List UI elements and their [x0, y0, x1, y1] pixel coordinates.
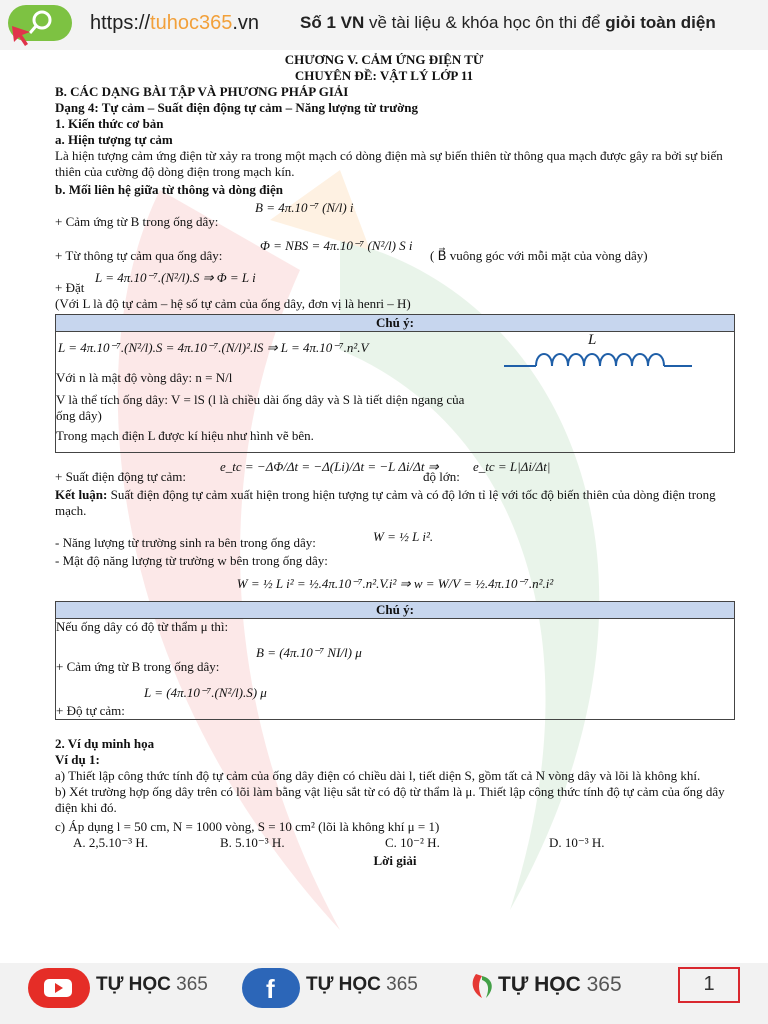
option-a: A. 2,5.10⁻³ H.: [73, 835, 149, 850]
note-box-2: [55, 601, 735, 720]
emf-magnitude: e_tc = L|Δi/Δt|: [473, 459, 551, 474]
slogan-mid: về tài liệu & khóa học ôn thi để: [364, 13, 606, 32]
page-number: 1: [678, 967, 740, 1003]
note-2-formula-l: L = (4π.10⁻⁷.(N²/l).S) μ: [144, 685, 267, 700]
facebook-button[interactable]: [242, 968, 300, 1008]
inductance-note: (Với L là độ tự cảm – hệ số tự cảm của ống dây, đơn vị là henri – H): [55, 296, 411, 311]
document-body: [55, 52, 735, 869]
url-brand: tuhoc365: [150, 12, 233, 34]
example-1-heading: Ví dụ 1:: [55, 752, 100, 767]
definition-paragraph: Là hiện tượng cảm ứng điện từ xảy ra trong một mạch có dòng điện mà sự biến thiên từ thông qua mạch được gây ra bởi sự biến thiên của cường độ dòng điện trong mạch kín.: [55, 148, 723, 179]
note-2-formula-b: B = (4π.10⁻⁷ NI/l) μ: [256, 645, 362, 660]
examples-heading: 2. Ví dụ minh họa: [55, 736, 155, 751]
formula-l: L = 4π.10⁻⁷.(N²/l).S ⇒ Φ = L i: [95, 270, 256, 285]
emf-label: + Suất điện động tự cảm:: [55, 469, 186, 484]
self-induction-heading: a. Hiện tượng tự cảm: [55, 132, 173, 147]
formula-b-row: [55, 198, 735, 232]
youtube-button[interactable]: [28, 968, 90, 1008]
note-2-line-3: + Độ tự cảm:: [56, 703, 125, 718]
note-2-line-1: Nếu ống dây có độ từ thẩm μ thì:: [56, 619, 229, 634]
formula-flux-row: [55, 232, 735, 266]
inductor-coil-symbol: [504, 346, 694, 376]
youtube-label[interactable]: [96, 974, 208, 996]
flux-current-heading: b. Mối liên hệ giữa từ thông và dòng điện: [55, 182, 283, 197]
youtube-play-icon: [28, 968, 90, 1008]
formula-flux: Φ = NBS = 4π.10⁻⁷ (N²/l) S i: [260, 238, 413, 253]
option-c: C. 10⁻² H.: [385, 835, 440, 850]
note-1-line-3: Trong mạch điện L được kí hiệu như hình vẽ bên.: [56, 428, 314, 443]
emf-formula: e_tc = −ΔΦ/Δt = −Δ(Li)/Δt = −L Δi/Δt ⇒: [220, 459, 439, 474]
note-1-formula: L = 4π.10⁻⁷.(N²/l).S = 4π.10⁻⁷.(N/l)².lS ⇒ L = 4π.10⁻⁷.n².V: [58, 340, 369, 355]
solution-heading: Lời giải: [373, 853, 417, 868]
energy-row: [55, 525, 735, 553]
brand-label: [498, 973, 622, 997]
option-d: D. 10⁻³ H.: [549, 835, 605, 850]
note-1-line-1: Với n là mật độ vòng dây: n = N/l: [56, 370, 233, 385]
energy-density-label: - Mật độ năng lượng từ trường w bên trong ống dây:: [55, 553, 328, 568]
slogan-bold-2: giỏi toàn diện: [605, 13, 716, 32]
slogan: [300, 13, 716, 33]
facebook-label-num: 365: [386, 974, 418, 995]
formula-b-label: + Cảm ứng từ B trong ống dây:: [55, 214, 219, 229]
brand-label-text: TỰ HỌC: [498, 973, 581, 996]
section-b-heading: B. CÁC DẠNG BÀI TẬP VÀ PHƯƠNG PHÁP GIẢI: [55, 84, 349, 99]
brand-label-num: 365: [586, 973, 622, 996]
chapter-title: CHƯƠNG V. CẢM ỨNG ĐIỆN TỪ: [284, 52, 484, 67]
slogan-bold-1: Số 1 VN: [300, 13, 365, 32]
note-2-line-2: + Cảm ứng từ B trong ống dây:: [56, 659, 220, 674]
formula-flux-note: ( B⃗ vuông góc với mỗi mặt của vòng dây): [430, 248, 648, 263]
conclusion: [55, 487, 735, 519]
basic-knowledge-heading: 1. Kiến thức cơ bản: [55, 116, 164, 131]
formula-l-row: [55, 266, 735, 296]
url-suffix: .vn: [232, 12, 260, 34]
formula-b: B = 4π.10⁻⁷ (N/l) i: [255, 200, 354, 215]
answer-options: [55, 835, 735, 851]
energy-label: - Năng lượng từ trường sinh ra bên trong ống dây:: [55, 535, 316, 550]
note-box-1: [55, 314, 735, 453]
youtube-label-text: TỰ HỌC: [96, 974, 171, 995]
site-url[interactable]: [90, 12, 259, 35]
question-c: c) Áp dụng l = 50 cm, N = 1000 vòng, S = 10 cm² (lõi là không khí μ = 1): [55, 819, 440, 834]
brand-logo-icon: [470, 970, 496, 1000]
facebook-icon: [242, 968, 300, 1008]
type4-heading: Dạng 4: Tự cảm – Suất điện động tự cảm – Năng lượng từ trường: [55, 100, 419, 115]
formula-l-label: + Đặt: [55, 280, 85, 295]
coil-label: L: [588, 332, 597, 348]
note-1-line-2: V là thể tích ống dây: V = lS (l là chiều dài ống dây và S là tiết diện ngang của ống dây): [56, 392, 465, 423]
option-b: B. 5.10⁻³ H.: [220, 835, 285, 850]
note-2-heading: Chú ý:: [56, 602, 734, 619]
url-prefix: https://: [90, 12, 151, 34]
question-b: b) Xét trường hợp ống dây trên có lõi làm bằng vật liệu sắt từ có độ từ thẩm là μ. Thiết lập công thức tính độ tự cảm của ống dây điện khi đó.: [55, 784, 725, 815]
svg-text:f: f: [266, 974, 275, 1004]
emf-row: [55, 455, 735, 487]
facebook-label[interactable]: [306, 974, 418, 996]
question-a: a) Thiết lập công thức tính độ tự cảm của ống dây điện có chiều dài l, tiết diện S, gồm tất cả N vòng dây và lõi là không khí.: [55, 768, 701, 783]
formula-flux-label: + Từ thông tự cảm qua ống dây:: [55, 248, 223, 263]
facebook-label-text: TỰ HỌC: [306, 974, 381, 995]
conclusion-text: Suất điện động tự cảm xuất hiện trong hiện tượng tự cảm và có độ lớn tỉ lệ với tốc độ biến thiên của dòng điện trong mạch.: [55, 487, 716, 518]
subject-title: CHUYÊN ĐỀ: VẬT LÝ LỚP 11: [294, 68, 474, 83]
energy-density-formula: W = ½ L i² = ½.4π.10⁻⁷.n².V.i² ⇒ w = W/V = ½.4π.10⁻⁷.n².i²: [236, 576, 554, 591]
emf-magnitude-label: độ lớn:: [423, 469, 460, 484]
energy-formula: W = ½ L i².: [373, 529, 434, 544]
cursor-arrow-icon: [8, 22, 36, 50]
youtube-label-num: 365: [176, 974, 208, 995]
note-1-heading: Chú ý:: [56, 315, 734, 332]
conclusion-label: Kết luận:: [55, 487, 108, 502]
